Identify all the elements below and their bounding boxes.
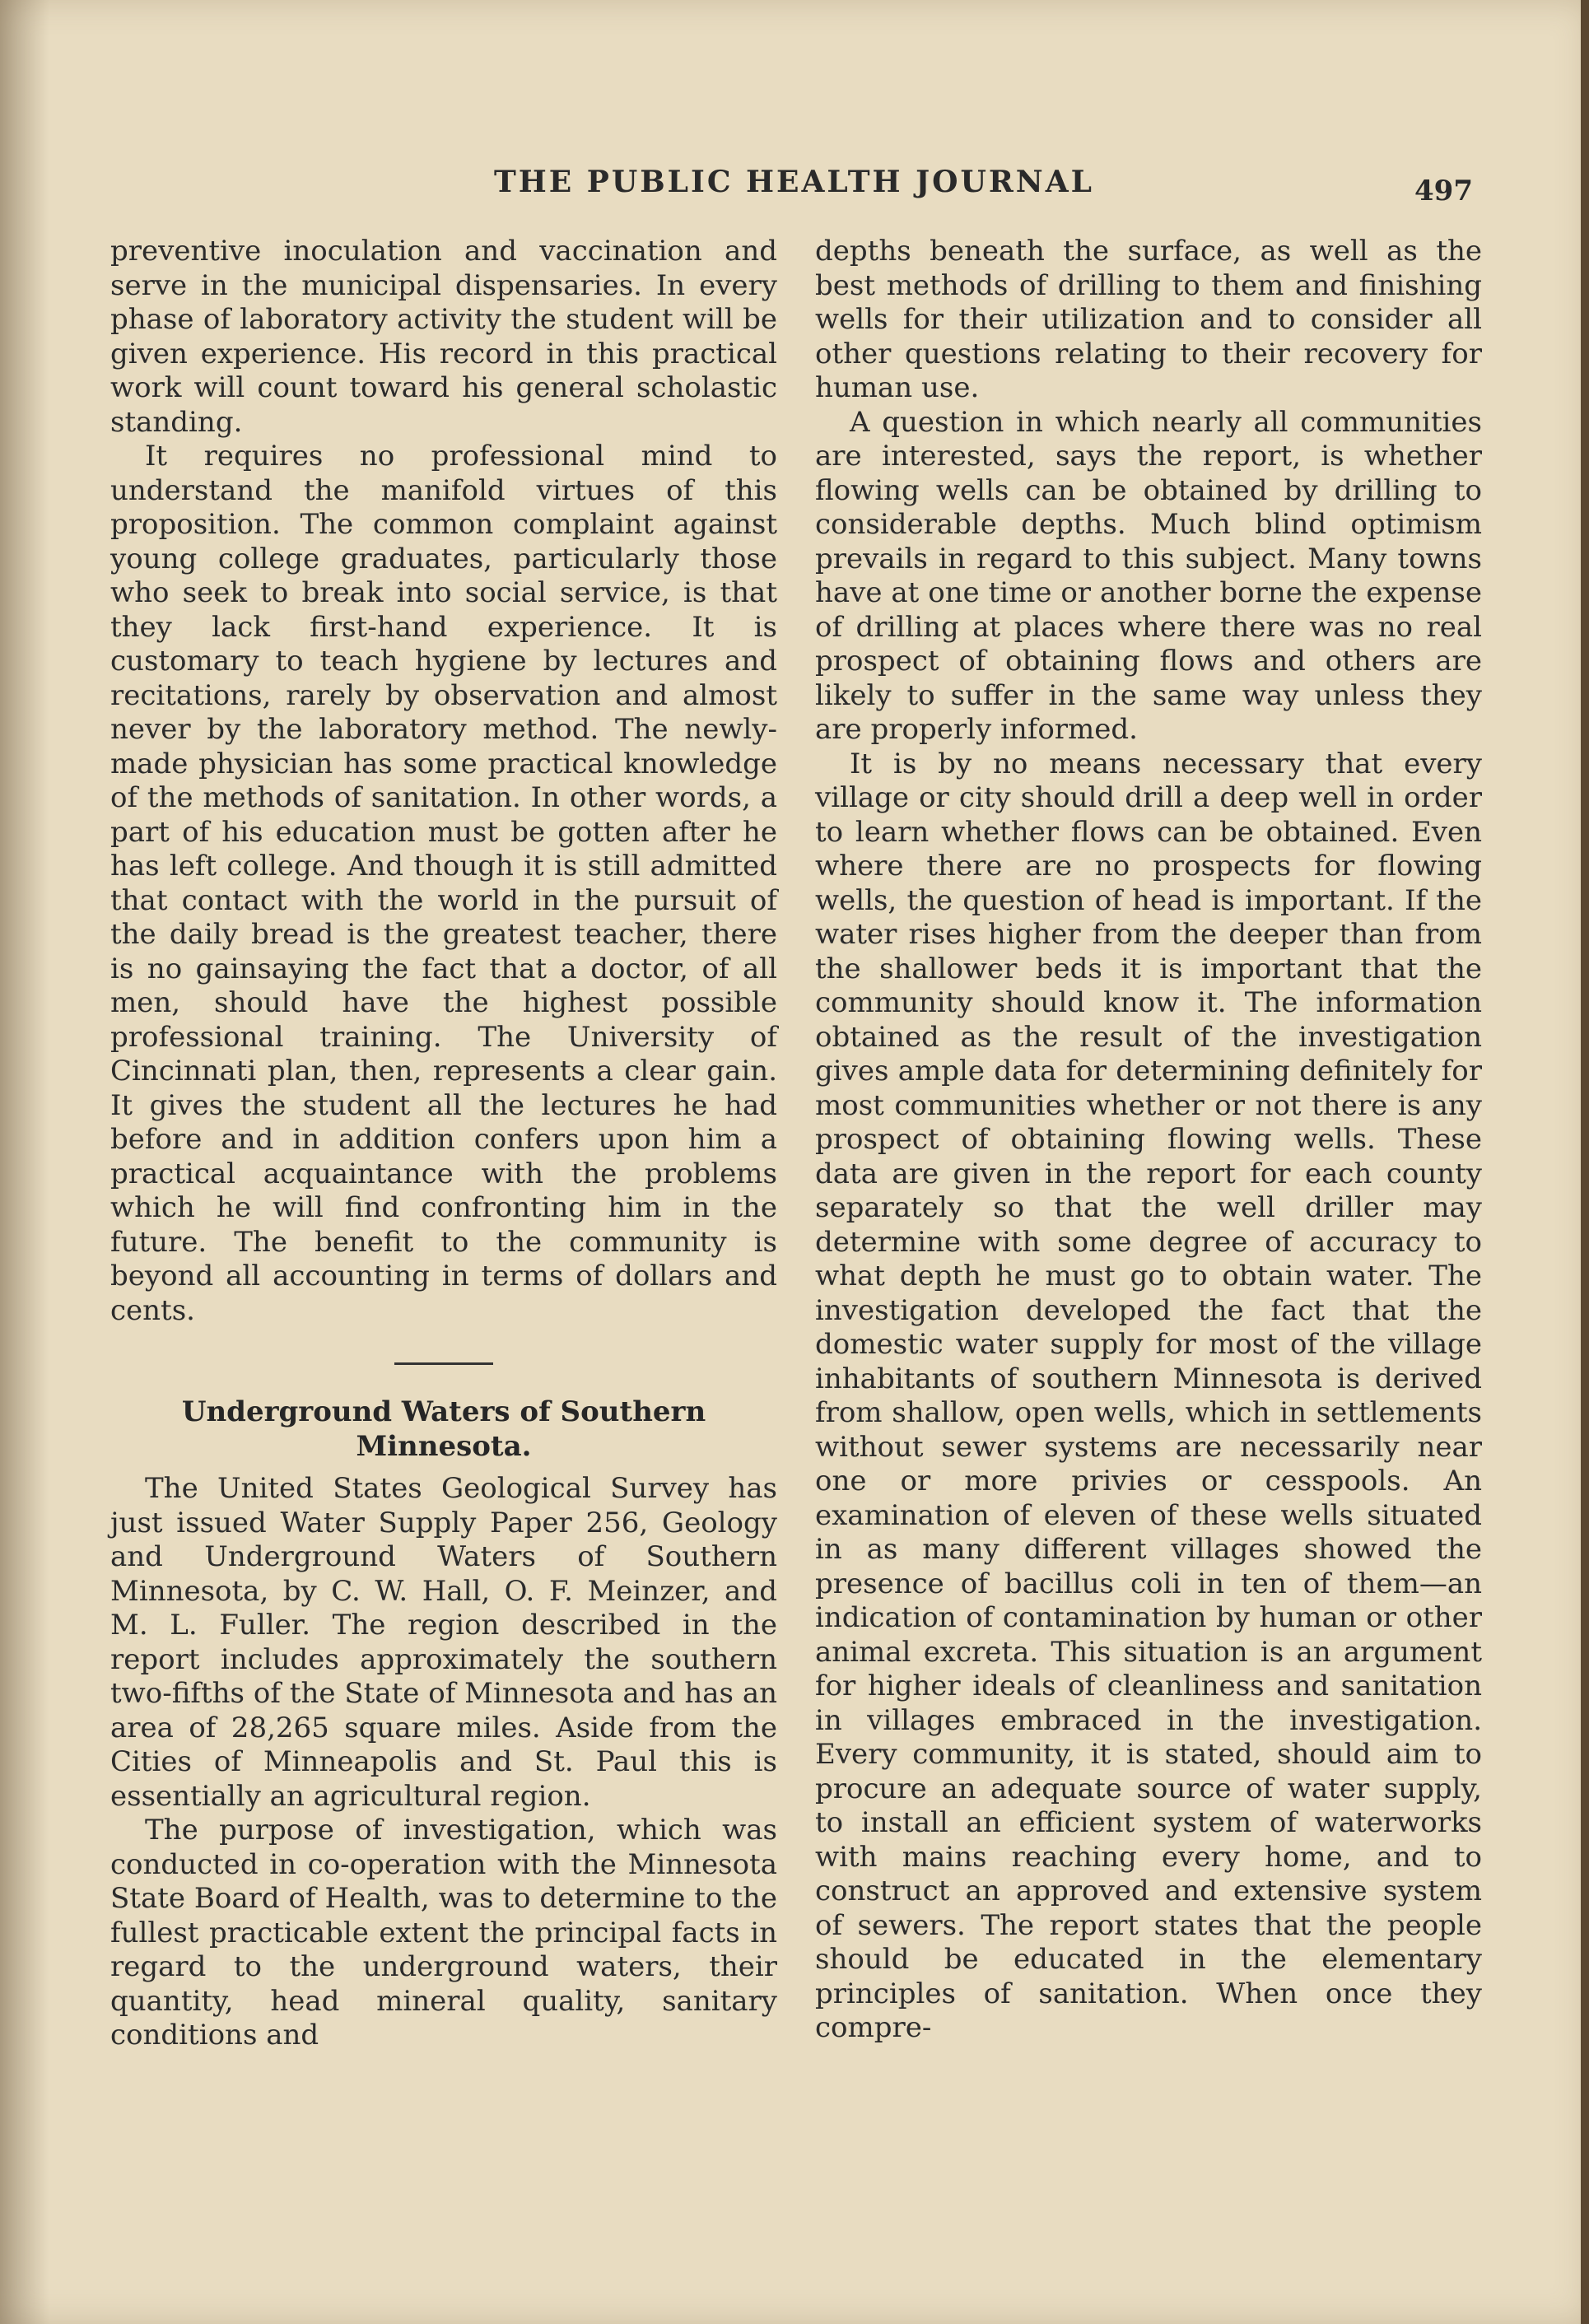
page-number: 497 [1414, 175, 1473, 207]
paragraph: The purpose of investigation, which was conducted in co-operation with the Minnesota State Board of Health, was to determine to the fullest practicable extent the principal facts in regard to the underground waters, their quantity, head mineral quality, sanitary conditions and [110, 1814, 777, 2052]
paragraph: The United States Geological Survey has just issued Water Supply Paper 256, Geology and Underground Waters of Southern Minnesota, by C. W. Hall, O. F. Meinzer, and M. L. Fuller. The region described in the report includes approximately the southern two-fifths of the State of Minnesota and has an area of 28,265 square miles. Aside from the Cities of Minneapolis and St. Paul this is essentially an agricultural region. [110, 1472, 777, 1813]
paragraph: depths beneath the surface, as well as the best methods of drilling to them and finishing wells for their utilization and to consider all other questions relating to their recovery for human use. [815, 235, 1482, 404]
paragraph: It requires no professional mind to understand the manifold virtues of this proposition. The common complaint against young college graduates, particularly those who seek to break into social service, is that they lack first-hand experience. It is customary to teach hygiene by lectures and recitations, rarely by observation and almost never by the laboratory method. The newly-made physician has some practical knowledge of the methods of sanitation. In other words, a part of his education must be gotten after he has left college. And though it is still admitted that contact with the world in the pursuit of the daily bread is the greatest teacher, there is no gainsaying the fact that a doctor, of all men, should have the highest possible professional training. The University of Cincinnati plan, then, represents a clear gain. It gives the student all the lectures he had before and in addition confers upon him a practical acquaintance with the problems which he will find confronting him in the future. The benefit to the community is beyond all accounting in terms of dollars and cents. [110, 440, 777, 1327]
binding-shadow [0, 0, 49, 2324]
page-edge [1581, 0, 1589, 2324]
right-column [815, 235, 1482, 2046]
paragraph: preventive inoculation and vaccination and serve in the municipal dispensaries. In every phase of laboratory activity the student will be given experience. His record in this practical work will count toward his general scholastic standing. [110, 235, 777, 439]
left-column [110, 235, 777, 2053]
section-divider [394, 1362, 493, 1365]
paragraph: It is by no means necessary that every village or city should drill a deep well in order to learn whether flows can be obtained. Even where there are no prospects for flowing wells, the question of head is important. If the water rises higher from the deeper than from the shallower beds it is important that the community should know it. The information obtained as the result of the investigation gives ample data for determining definitely for most communities whether or not there is any prospect of obtaining flowing wells. These data are given in the report for each county separately so that the well driller may determine with some degree of accuracy to what depth he must go to obtain water. The investigation developed the fact that the domestic water supply for most of the village inhabitants of southern Minnesota is derived from shallow, open wells, which in settlements without sewer systems are necessarily near one or more privies or cesspools. An examination of eleven of these wells situated in as many different villages showed the presence of bacillus coli in ten of them—an indication of contamination by human or other animal excreta. This situation is an argument for higher ideals of cleanliness and sanitation in villages embraced in the investigation. Every community, it is stated, should aim to procure an adequate source of water supply, to install an efficient system of waterworks with mains reaching every home, and to construct an approved and extensive system of sewers. The report states that the people should be educated in the elementary principles of sanitation. When once they compre- [815, 747, 1482, 2044]
running-head: THE PUBLIC HEALTH JOURNAL [494, 165, 1094, 199]
section-heading: Underground Waters of Southern Minnesota. [181, 1395, 706, 1463]
paragraph: A question in which nearly all communities are interested, says the report, is whether flowing wells can be obtained by drilling to considerable depths. Much blind optimism prevails in regard to this subject. Many towns have at one time or another borne the expense of drilling at places where there was no real prospect of obtaining flows and others are likely to suffer in the same way unless they are properly informed. [815, 405, 1482, 746]
